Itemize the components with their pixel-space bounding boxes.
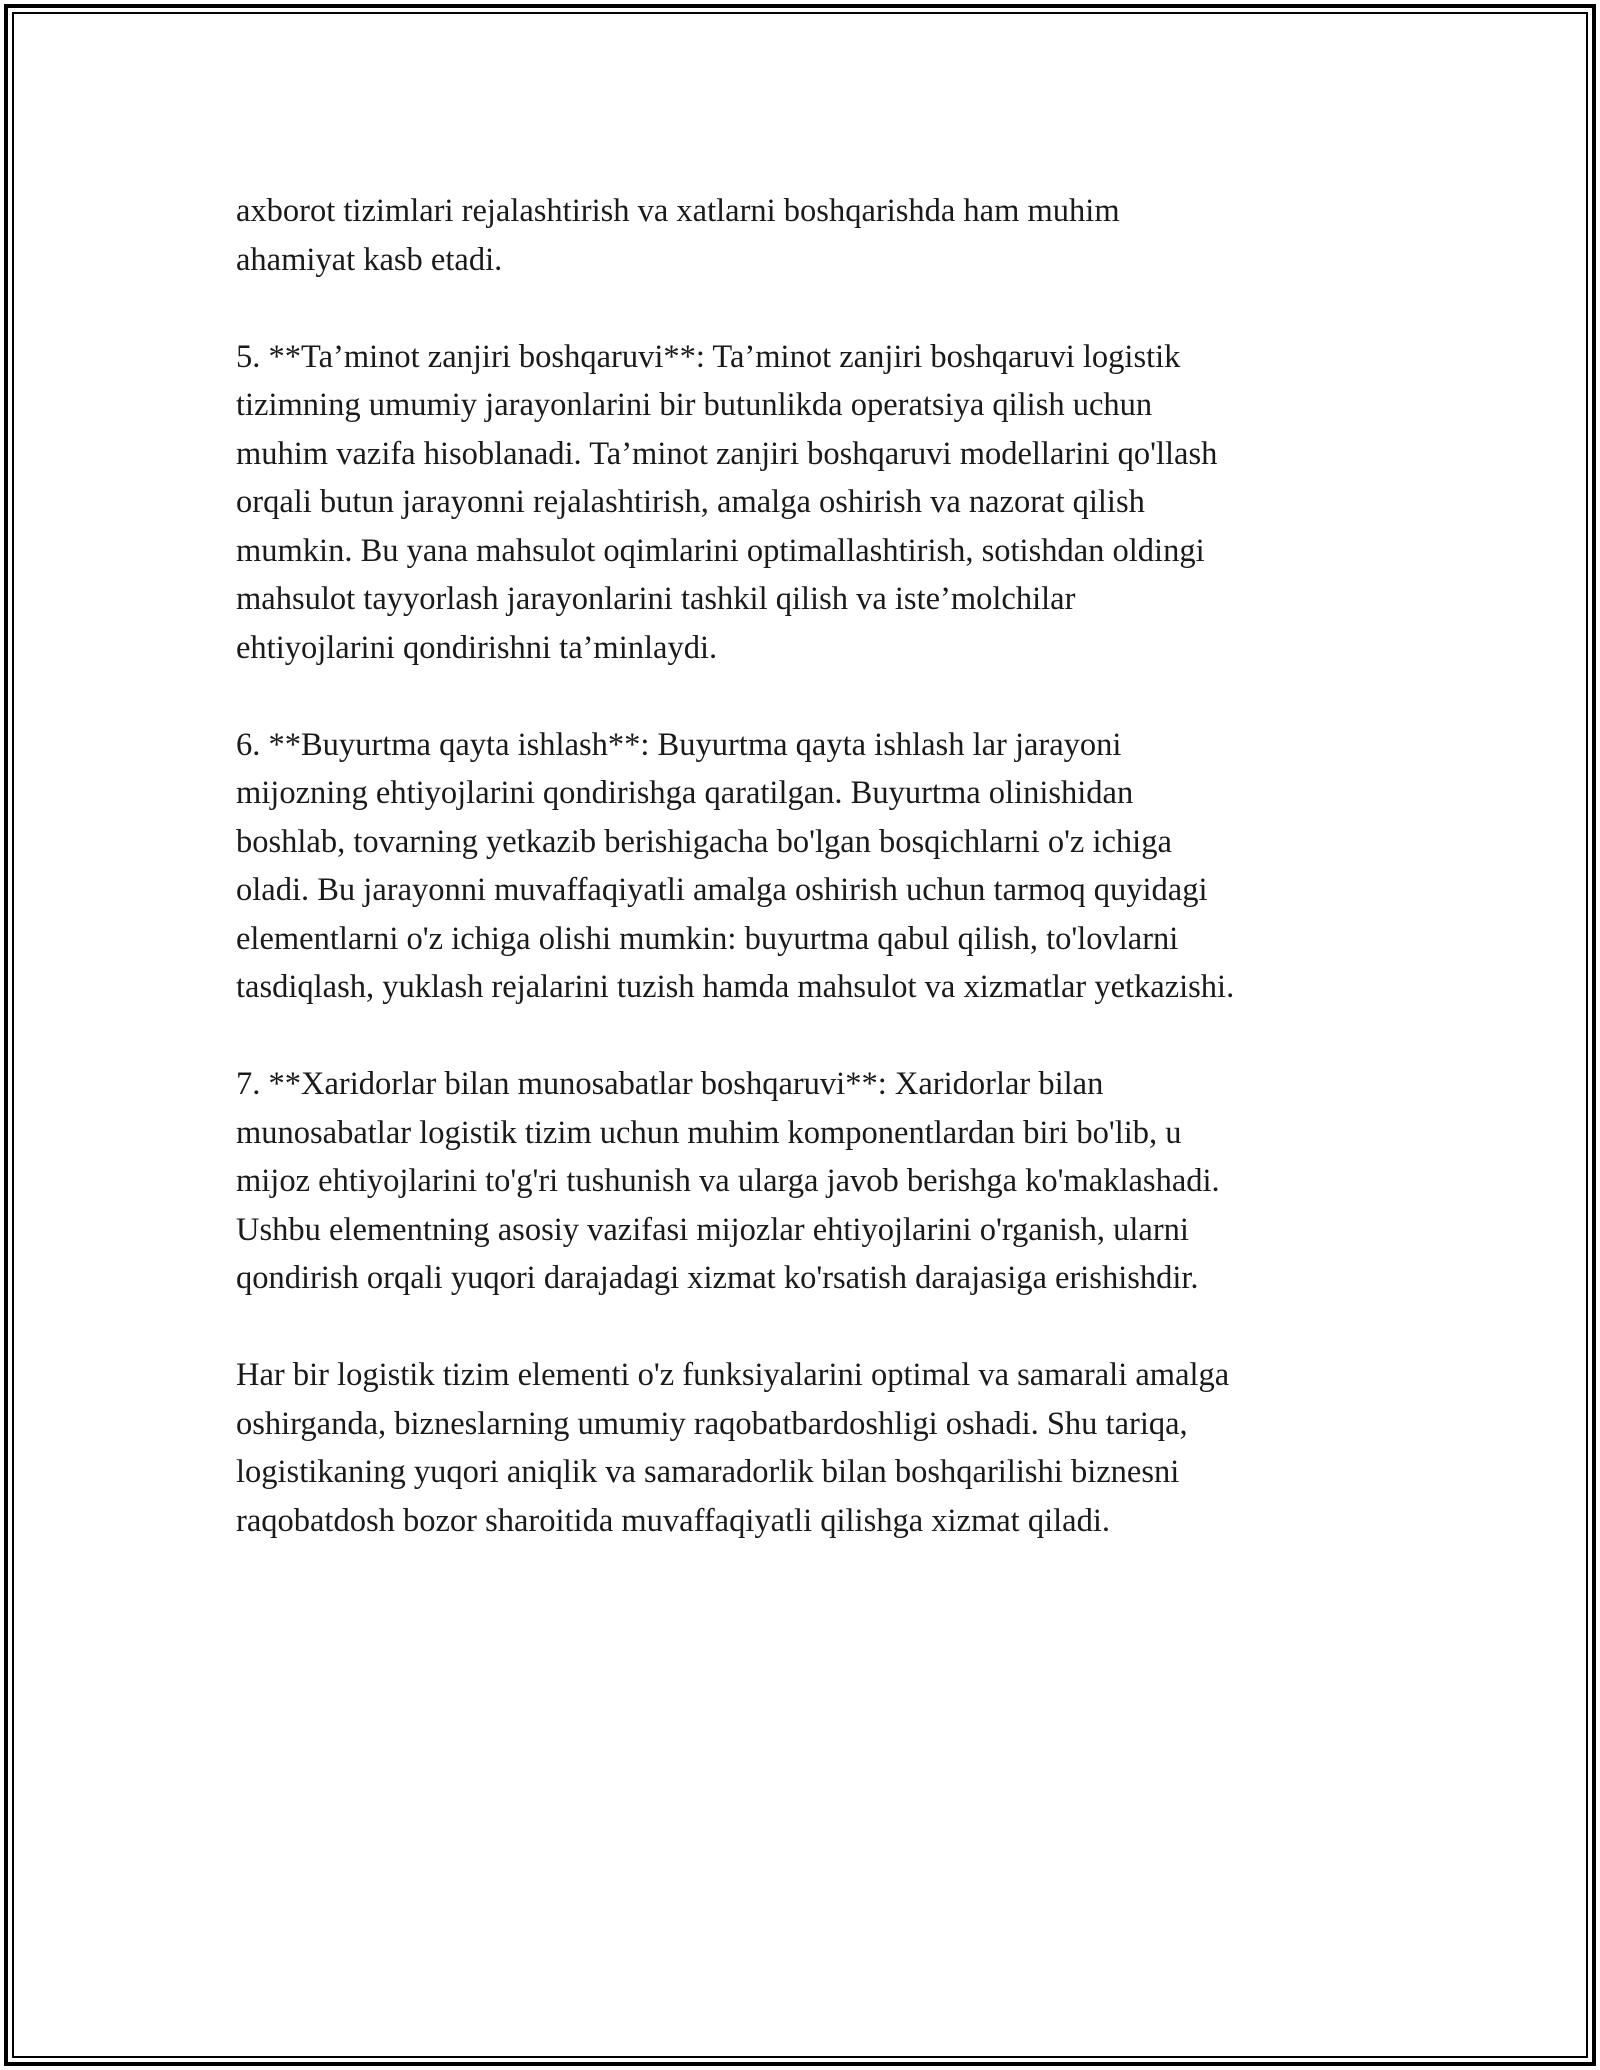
paragraph-intro-continuation: [236, 187, 1366, 284]
text-line: logistikaning yuqori aniqlik va samaradorlik bilan boshqarilishi biznesni: [236, 1454, 1180, 1490]
text-line: boshlab, tovarning yetkazib berishigacha bo'lgan bosqichlarni o'z ichiga: [236, 823, 1172, 860]
text-line: elementlarni o'z ichiga olishi mumkin: buyurtma qabul qilish, to'lovlarni: [236, 920, 1179, 957]
text-line: axborot tizimlari rejalashtirish va xatlarni boshqarishda ham muhim: [236, 193, 1120, 229]
document-body: [236, 187, 1366, 1594]
text-line: Ushbu elementning asosiy vazifasi mijozlar ehtiyojlarini o'rganish, ularni: [236, 1211, 1189, 1248]
text-line: orqali butun jarayonni rejalashtirish, amalga oshirish va nazorat qilish: [236, 484, 1145, 520]
text-line: Har bir logistik tizim elementi o'z funksiyalarini optimal va samarali amalga: [236, 1357, 1230, 1393]
text-line: mijozning ehtiyojlarini qondirishga qaratilgan. Buyurtma olinishidan: [236, 775, 1134, 811]
text-line: 6. **Buyurtma qayta ishlash**: Buyurtma qayta ishlash lar jarayoni: [236, 726, 1122, 763]
text-line: mumkin. Bu yana mahsulot oqimlarini optimallashtirish, sotishdan oldingi: [236, 532, 1205, 569]
text-line: qondirish orqali yuqori darajadagi xizmat ko'rsatish darajasiga erishishdir.: [236, 1260, 1199, 1296]
text-line: oladi. Bu jarayonni muvaffaqiyatli amalga oshirish uchun tarmoq quyidagi: [236, 872, 1208, 908]
text-line: tasdiqlash, yuklash rejalarini tuzish hamda mahsulot va xizmatlar yetkazishi.: [236, 969, 1235, 1005]
text-line: munosabatlar logistik tizim uchun muhim komponentlardan biri bo'lib, u: [236, 1114, 1182, 1151]
paragraph-item-7: [236, 1060, 1366, 1303]
paragraph-conclusion: [236, 1351, 1366, 1545]
text-line: 5. **Ta’minot zanjiri boshqaruvi**: Ta’minot zanjiri boshqaruvi logistik: [236, 338, 1181, 375]
text-line: muhim vazifa hisoblanadi. Ta’minot zanjiri boshqaruvi modellarini qo'llash: [236, 435, 1218, 472]
paragraph-item-6: [236, 721, 1366, 1012]
text-line: ahamiyat kasb etadi.: [236, 241, 503, 278]
text-line: raqobatdosh bozor sharoitida muvaffaqiyatli qilishga xizmat qiladi.: [236, 1502, 1110, 1539]
paragraph-item-5: [236, 333, 1366, 673]
text-line: ehtiyojlarini qondirishni ta’minlaydi.: [236, 629, 718, 666]
text-line: oshirganda, bizneslarning umumiy raqobatbardoshligi oshadi. Shu tariqa,: [236, 1405, 1188, 1442]
text-line: 7. **Xaridorlar bilan munosabatlar boshqaruvi**: Xaridorlar bilan: [236, 1066, 1104, 1102]
text-line: tizimning umumiy jarayonlarini bir butunlikda operatsiya qilish uchun: [236, 387, 1153, 423]
text-line: mahsulot tayyorlash jarayonlarini tashkil qilish va iste’molchilar: [236, 581, 1076, 617]
text-line: mijoz ehtiyojlarini to'g'ri tushunish va ularga javob berishga ko'maklashadi.: [236, 1163, 1220, 1199]
